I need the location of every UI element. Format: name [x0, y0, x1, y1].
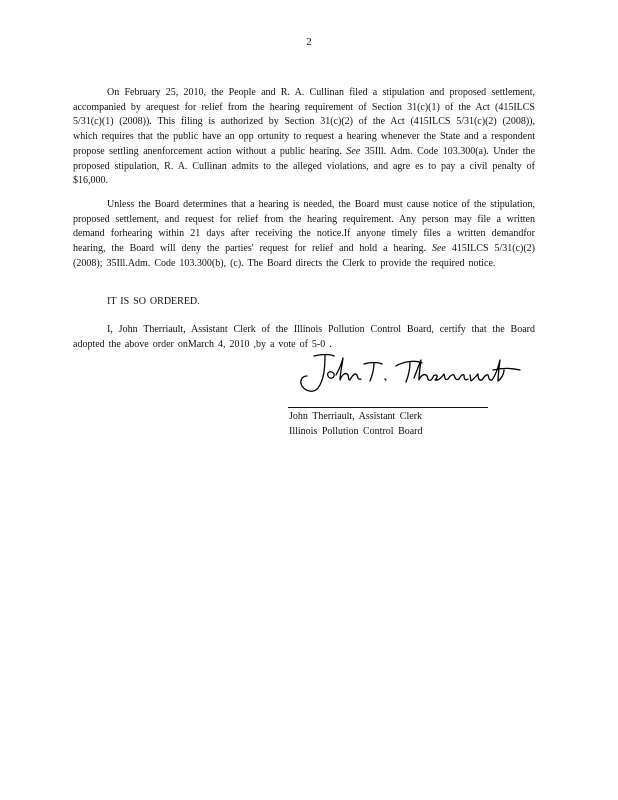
paragraph-text-tail: 415ILCS 5/31(c)(2) (2008); 35Ill.Adm. Code 103.300(b), (c). The Board directs the Clerk to provide the required notice. — [73, 243, 536, 269]
order-statement: IT IS SO ORDERED. — [107, 296, 200, 307]
handwritten-signature — [288, 348, 528, 398]
paragraph-text: Unless the Board determines that a hearing is needed, the Board must cause notice of the stipulation, proposed settlement, and request for relief from the hearing requirement. Any person may file a written demand forhearing within 21 days after receiving the notice.If anyone timely files a written demandfor hearing, the Board will deny the parties' request for relief and hold a hearing. — [73, 199, 535, 255]
signatory-name-title: John Therriault, Assistant Clerk — [289, 411, 423, 422]
signature-line — [288, 407, 488, 408]
page-number: 2 — [306, 36, 312, 48]
citation-signal: See — [431, 243, 446, 255]
paragraph-text: I, John Therriault, Assistant Clerk of the Illinois Pollution Control Board, certify that the Board adopted the above order onMarch 4, 2010 ,by a vote of 5-0 . — [73, 324, 535, 350]
signatory-organization: Illinois Pollution Control Board — [289, 426, 423, 437]
paragraph-stipulation-filing — [73, 86, 535, 189]
paragraph-text-tail: 35Ill. Adm. Code 103.300(a). Under the proposed stipulation, R. A. Cullinan admits to the alleged violations, and agre es to pay a civil penalty of $16,000. — [73, 145, 536, 187]
citation-signal: See — [346, 145, 361, 157]
paragraph-hearing-notice — [73, 198, 535, 272]
paragraph-text: On February 25, 2010, the People and R. A. Cullinan filed a stipulation and proposed settlement, accompanied by arequest for relief from the hearing requirement of Section 31(c)(1) of the Act (415ILCS 5/31(c)(1) (2008)). This filing is authorized by Section 31(c)(2) of the Act (415ILCS 5/31(c)(2) (2008)), which requires that the public have an opp ortunity to request a hearing whenever the State and a respondent propose settling anenforcement action without a public hearing. — [73, 87, 535, 157]
